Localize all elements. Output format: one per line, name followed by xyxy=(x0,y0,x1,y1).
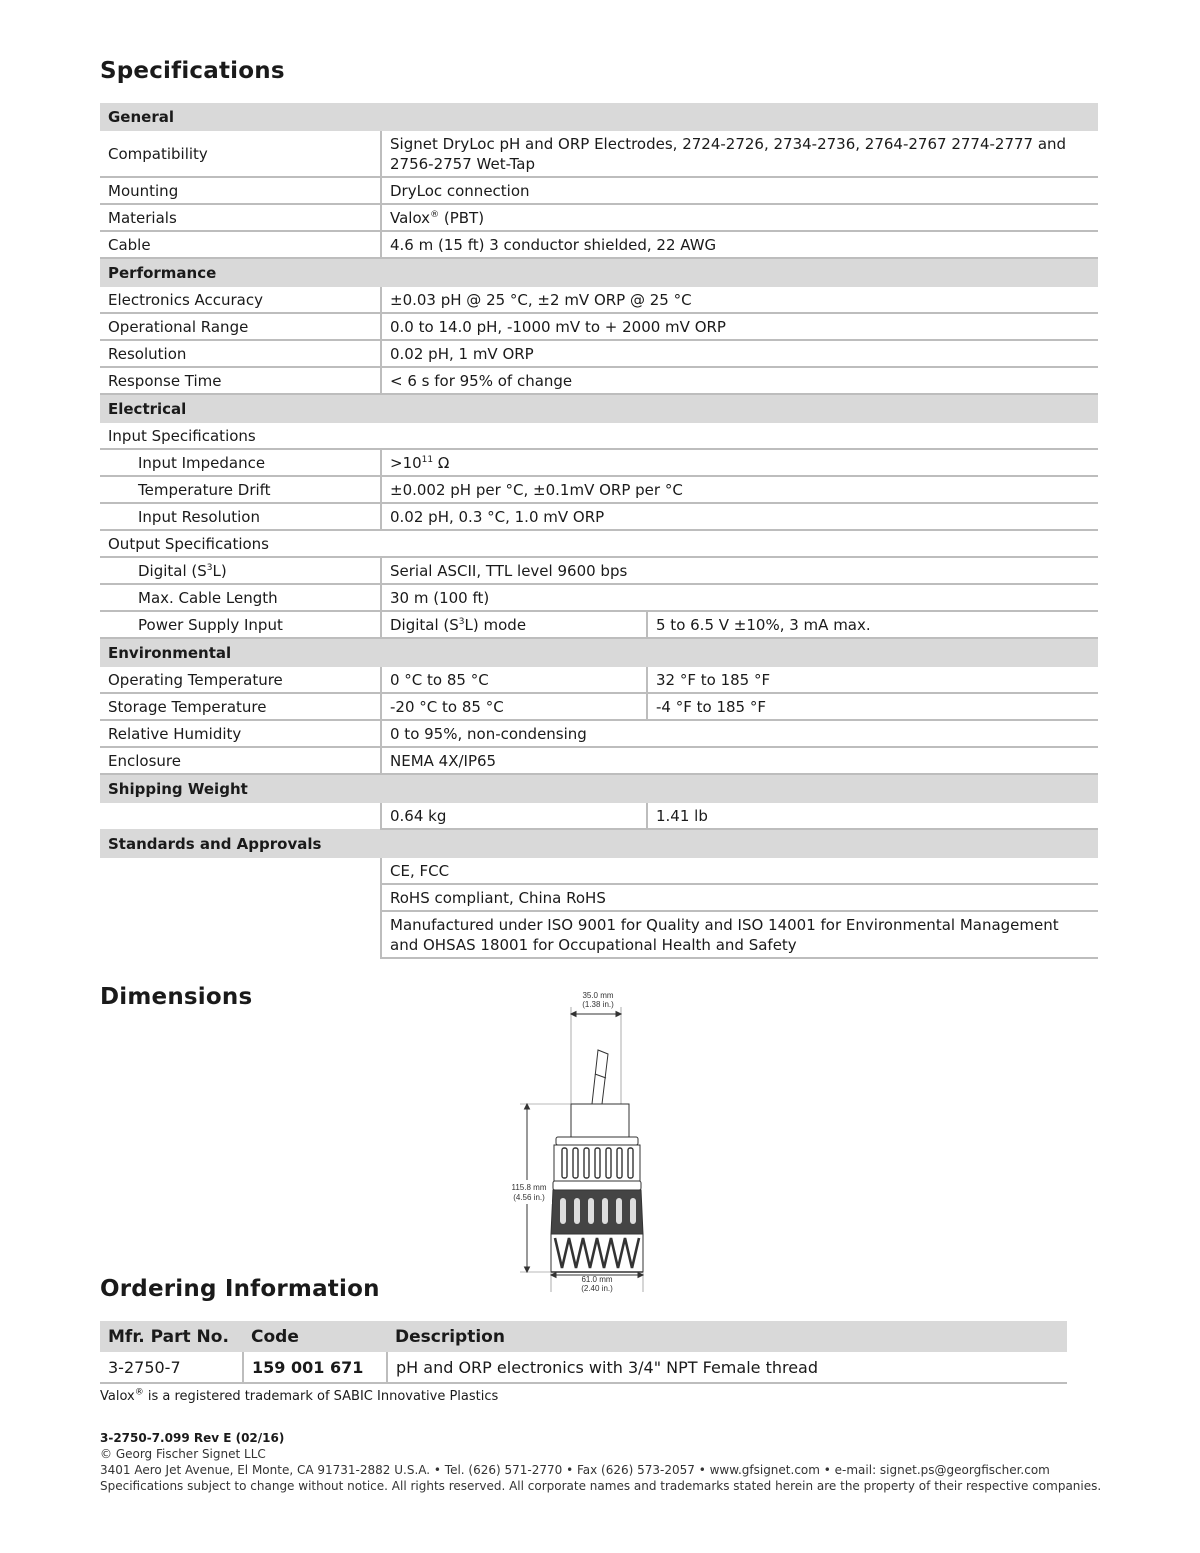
header-code: Code xyxy=(243,1321,387,1352)
output-specifications-group: Output Specifications xyxy=(100,530,1098,557)
shipping-weight-lb: 1.41 lb xyxy=(647,803,1098,829)
bottom-dimension-in: (2.40 in.) xyxy=(581,1284,613,1293)
operating-temp-f: 32 °F to 185 °F xyxy=(647,667,1098,693)
power-supply-label: Power Supply Input xyxy=(100,611,381,638)
ordering-title: Ordering Information xyxy=(100,1276,380,1302)
section-electrical: Electrical xyxy=(100,394,1098,423)
standard-rohs: RoHS compliant, China RoHS xyxy=(381,884,1098,911)
storage-temp-f: -4 °F to 185 °F xyxy=(647,693,1098,720)
bottom-dimension-mm: 61.0 mm xyxy=(581,1275,613,1284)
copyright: © Georg Fischer Signet LLC xyxy=(100,1447,266,1461)
accuracy-value: ±0.03 pH @ 25 °C, ±2 mV ORP @ 25 °C xyxy=(381,287,1098,313)
operating-temp-c: 0 °C to 85 °C xyxy=(381,667,647,693)
part-no-cell: 3-2750-7 xyxy=(100,1352,243,1383)
address: 3401 Aero Jet Avenue, El Monte, CA 91731-2882 U.S.A. • Tel. (626) 571-2770 • Fax (626) 573-2057 • www.gfsignet.com • e-mail: signet.ps@georgfischer.com xyxy=(100,1463,1050,1477)
storage-temp-label: Storage Temperature xyxy=(100,693,381,720)
enclosure-value: NEMA 4X/IP65 xyxy=(381,747,1098,774)
input-resolution-value: 0.02 pH, 0.3 °C, 1.0 mV ORP xyxy=(381,503,1098,530)
standards-label-empty xyxy=(100,884,381,911)
range-value: 0.0 to 14.0 pH, -1000 mV to + 2000 mV ORP xyxy=(381,313,1098,340)
compatibility-value: Signet DryLoc pH and ORP Electrodes, 2724-2726, 2734-2736, 2764-2767 2774-2777 and 2756-2757 Wet-Tap xyxy=(381,131,1098,177)
cable-length-value: 30 m (100 ft) xyxy=(381,584,1098,611)
standards-label-empty xyxy=(100,858,381,884)
document-id: 3-2750-7.099 Rev E (02/16) xyxy=(100,1431,285,1445)
compatibility-label: Compatibility xyxy=(100,131,381,177)
dimensions-drawing xyxy=(500,986,700,1296)
power-supply-value: 5 to 6.5 V ±10%, 3 mA max. xyxy=(647,611,1098,638)
header-description: Description xyxy=(387,1321,1067,1352)
top-dimension-in: (1.38 in.) xyxy=(582,1000,614,1009)
range-label: Operational Range xyxy=(100,313,381,340)
ordering-table xyxy=(100,1321,1067,1384)
cable-label: Cable xyxy=(100,231,381,258)
height-dimension-in: (4.56 in.) xyxy=(513,1193,545,1202)
specifications-title: Specifications xyxy=(100,58,285,84)
section-general: General xyxy=(100,103,1098,131)
resolution-value: 0.02 pH, 1 mV ORP xyxy=(381,340,1098,367)
impedance-value: $>10^{11}$ Ω xyxy=(381,449,1098,476)
trademark-note: Valox® is a registered trademark of SABIC Innovative Plastics xyxy=(100,1387,499,1404)
operating-temp-label: Operating Temperature xyxy=(100,667,381,693)
humidity-value: 0 to 95%, non-condensing xyxy=(381,720,1098,747)
digital-label: Digital $(S^3L)$ xyxy=(100,557,381,584)
impedance-label: Input Impedance xyxy=(100,449,381,476)
dimensions-title: Dimensions xyxy=(100,984,253,1010)
table-row xyxy=(100,1352,1067,1383)
description-cell: pH and ORP electronics with 3/4" NPT Female thread xyxy=(387,1352,1067,1383)
standards-label-empty xyxy=(100,911,381,958)
accuracy-label: Electronics Accuracy xyxy=(100,287,381,313)
specifications-table xyxy=(100,103,1098,959)
standard-ce-fcc: CE, FCC xyxy=(381,858,1098,884)
drift-label: Temperature Drift xyxy=(100,476,381,503)
input-specifications-group: Input Specifications xyxy=(100,423,1098,449)
enclosure-label: Enclosure xyxy=(100,747,381,774)
response-value: < 6 s for 95% of change xyxy=(381,367,1098,394)
section-performance: Performance xyxy=(100,258,1098,287)
resolution-label: Resolution xyxy=(100,340,381,367)
cable-value: 4.6 m (15 ft) 3 conductor shielded, 22 AWG xyxy=(381,231,1098,258)
materials-value: Valox® (PBT) xyxy=(381,204,1098,231)
power-supply-mode: Digital $(S^3L)$ mode xyxy=(381,611,647,638)
shipping-weight-kg: 0.64 kg xyxy=(381,803,647,829)
section-standards: Standards and Approvals xyxy=(100,829,1098,858)
top-dimension-mm: 35.0 mm xyxy=(582,991,614,1000)
cable-length-label: Max. Cable Length xyxy=(100,584,381,611)
mounting-value: DryLoc connection xyxy=(381,177,1098,204)
disclaimer: Specifications subject to change without notice. All rights reserved. All corporate names and trademarks stated herein are the property of their respective companies. xyxy=(100,1479,1102,1493)
shipping-label-empty xyxy=(100,803,381,829)
footer xyxy=(100,1430,1101,1494)
standard-iso: Manufactured under ISO 9001 for Quality and ISO 14001 for Environmental Management and OHSAS 18001 for Occupational Health and Safety xyxy=(381,911,1098,958)
header-part-no: Mfr. Part No. xyxy=(100,1321,243,1352)
mounting-label: Mounting xyxy=(100,177,381,204)
humidity-label: Relative Humidity xyxy=(100,720,381,747)
response-label: Response Time xyxy=(100,367,381,394)
drift-value: ±0.002 pH per °C, ±0.1mV ORP per °C xyxy=(381,476,1098,503)
materials-label: Materials xyxy=(100,204,381,231)
section-shipping-weight: Shipping Weight xyxy=(100,774,1098,803)
input-resolution-label: Input Resolution xyxy=(100,503,381,530)
height-dimension-mm: 115.8 mm xyxy=(511,1183,547,1192)
storage-temp-c: -20 °C to 85 °C xyxy=(381,693,647,720)
code-cell: 159 001 671 xyxy=(243,1352,387,1383)
digital-value: Serial ASCII, TTL level 9600 bps xyxy=(381,557,1098,584)
section-environmental: Environmental xyxy=(100,638,1098,667)
